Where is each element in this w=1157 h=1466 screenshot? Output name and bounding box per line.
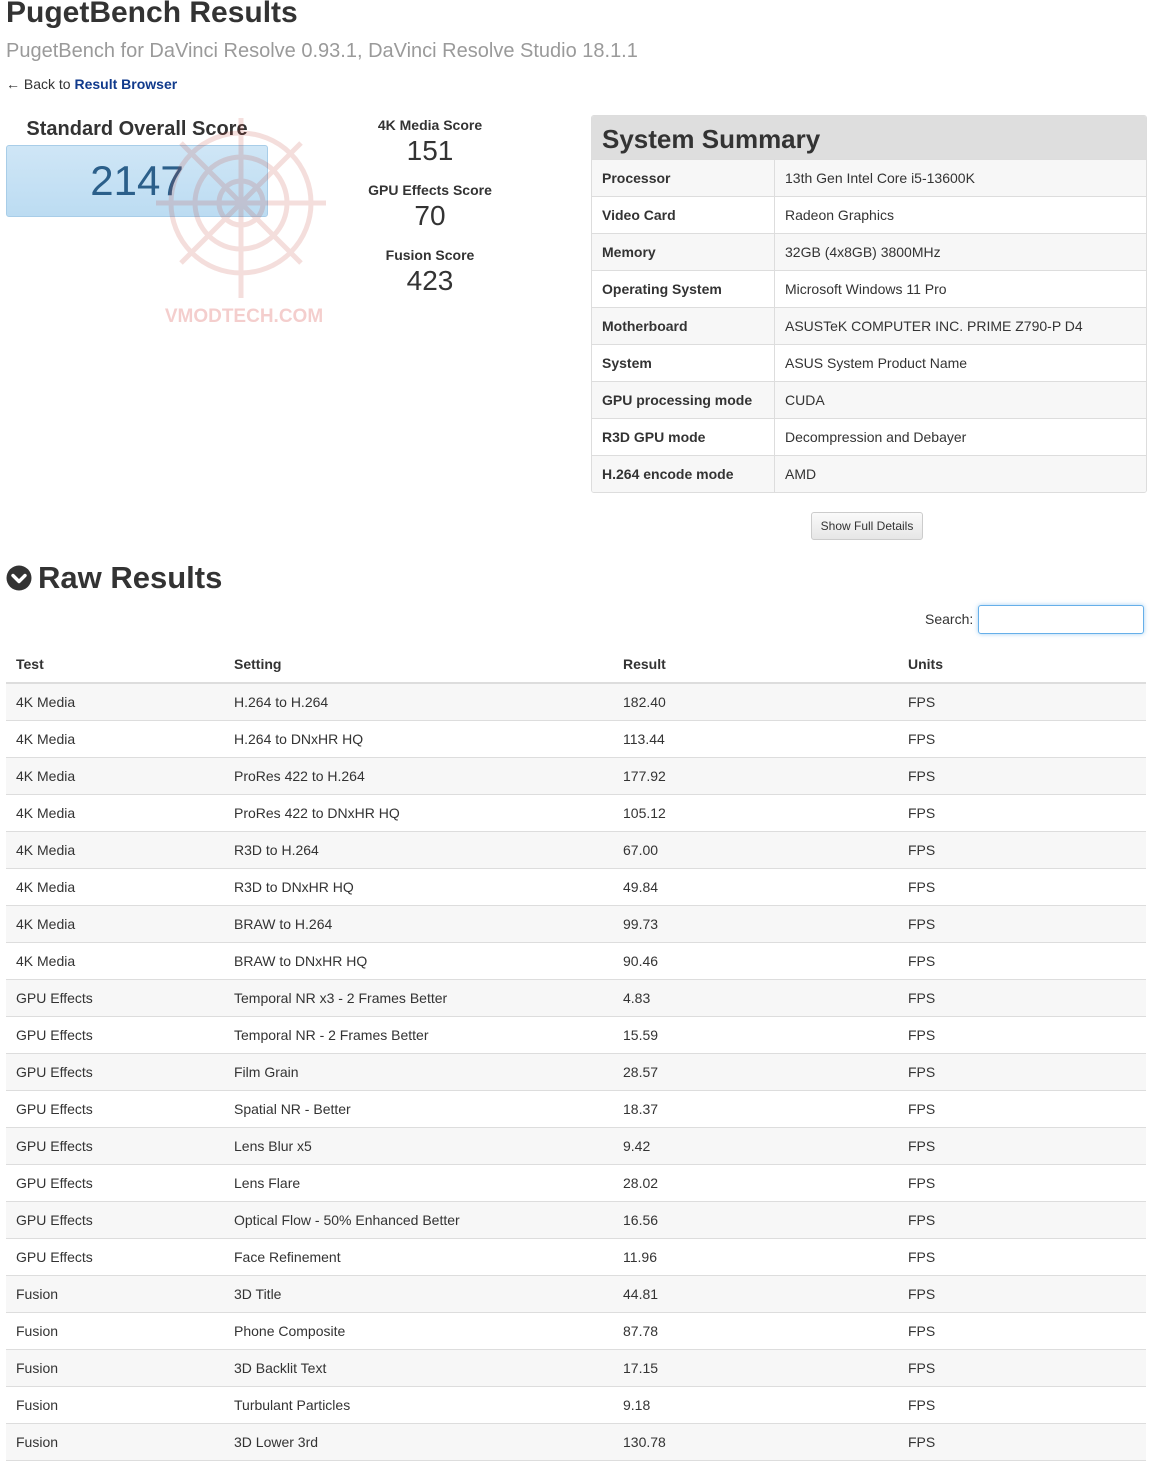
summary-key: GPU processing mode <box>592 382 775 419</box>
table-row <box>6 758 1146 795</box>
cell-result: 182.40 <box>613 683 898 721</box>
table-row <box>6 1350 1146 1387</box>
cell-units: FPS <box>898 1165 1146 1202</box>
summary-value: Decompression and Debayer <box>775 419 1147 456</box>
cell-setting: H.264 to H.264 <box>224 683 613 721</box>
cell-setting: R3D to DNxHR HQ <box>224 869 613 906</box>
cell-setting: Face Refinement <box>224 1239 613 1276</box>
show-full-details-button[interactable]: Show Full Details <box>811 512 923 540</box>
summary-key: Video Card <box>592 197 775 234</box>
cell-units: FPS <box>898 1387 1146 1424</box>
table-row <box>6 943 1146 980</box>
summary-value: ASUS System Product Name <box>775 345 1147 382</box>
table-row <box>6 683 1146 721</box>
summary-row <box>592 382 1146 419</box>
cell-setting: 3D Lower 3rd <box>224 1424 613 1461</box>
cell-units: FPS <box>898 1202 1146 1239</box>
summary-value: 32GB (4x8GB) 3800MHz <box>775 234 1147 271</box>
summary-value: Microsoft Windows 11 Pro <box>775 271 1147 308</box>
summary-row <box>592 234 1146 271</box>
watermark-logo <box>146 108 346 328</box>
summary-row <box>592 345 1146 382</box>
cell-units: FPS <box>898 906 1146 943</box>
cell-result: 105.12 <box>613 795 898 832</box>
table-row <box>6 1239 1146 1276</box>
cell-result: 99.73 <box>613 906 898 943</box>
cell-result: 28.57 <box>613 1054 898 1091</box>
table-row <box>6 1128 1146 1165</box>
fusion-score-label: Fusion Score <box>385 247 475 263</box>
cell-result: 9.42 <box>613 1128 898 1165</box>
table-row <box>6 1091 1146 1128</box>
cell-test: 4K Media <box>6 906 224 943</box>
table-row <box>6 832 1146 869</box>
table-row <box>6 1202 1146 1239</box>
table-row <box>6 795 1146 832</box>
cell-result: 87.78 <box>613 1313 898 1350</box>
cell-result: 4.83 <box>613 980 898 1017</box>
summary-row <box>592 271 1146 308</box>
summary-row <box>592 308 1146 345</box>
cell-setting: H.264 to DNxHR HQ <box>224 721 613 758</box>
cell-test: 4K Media <box>6 795 224 832</box>
cell-setting: Turbulant Particles <box>224 1387 613 1424</box>
table-row <box>6 1387 1146 1424</box>
summary-row <box>592 419 1146 456</box>
fusion-score <box>360 247 500 297</box>
cell-setting: BRAW to H.264 <box>224 906 613 943</box>
table-row <box>6 721 1146 758</box>
cell-units: FPS <box>898 721 1146 758</box>
gpu-effects-score <box>360 182 500 232</box>
cell-units: FPS <box>898 943 1146 980</box>
summary-key: Operating System <box>592 271 775 308</box>
page-title: PugetBench Results <box>6 0 298 29</box>
cell-units: FPS <box>898 1350 1146 1387</box>
result-browser-link[interactable]: Result Browser <box>74 76 178 92</box>
summary-key: R3D GPU mode <box>592 419 775 456</box>
cell-units: FPS <box>898 1091 1146 1128</box>
summary-key: System <box>592 345 775 382</box>
cell-test: 4K Media <box>6 721 224 758</box>
cell-test: GPU Effects <box>6 1091 224 1128</box>
cell-result: 16.56 <box>613 1202 898 1239</box>
cell-test: Fusion <box>6 1424 224 1461</box>
cell-units: FPS <box>898 1239 1146 1276</box>
chevron-circle-down-icon <box>6 565 32 591</box>
cell-setting: Optical Flow - 50% Enhanced Better <box>224 1202 613 1239</box>
cell-test: Fusion <box>6 1387 224 1424</box>
table-row <box>6 980 1146 1017</box>
cell-units: FPS <box>898 1424 1146 1461</box>
cell-result: 11.96 <box>613 1239 898 1276</box>
cell-setting: ProRes 422 to DNxHR HQ <box>224 795 613 832</box>
summary-key: Memory <box>592 234 775 271</box>
cell-setting: Film Grain <box>224 1054 613 1091</box>
cell-result: 17.15 <box>613 1350 898 1387</box>
cell-units: FPS <box>898 758 1146 795</box>
gpu-effects-score-label: GPU Effects Score <box>368 182 492 198</box>
back-prefix: ← Back to <box>6 76 71 92</box>
cell-units: FPS <box>898 795 1146 832</box>
summary-value: CUDA <box>775 382 1147 419</box>
cell-result: 15.59 <box>613 1017 898 1054</box>
cell-setting: Lens Blur x5 <box>224 1128 613 1165</box>
cell-setting: 3D Title <box>224 1276 613 1313</box>
summary-value: ASUSTeK COMPUTER INC. PRIME Z790-P D4 <box>775 308 1147 345</box>
system-summary-panel <box>591 115 1147 493</box>
column-header-setting[interactable]: Setting <box>224 646 613 683</box>
cell-result: 90.46 <box>613 943 898 980</box>
cell-test: GPU Effects <box>6 1239 224 1276</box>
cell-units: FPS <box>898 1313 1146 1350</box>
table-row <box>6 906 1146 943</box>
cell-test: Fusion <box>6 1350 224 1387</box>
cell-result: 49.84 <box>613 869 898 906</box>
cell-test: GPU Effects <box>6 1165 224 1202</box>
table-header-row <box>6 646 1146 683</box>
page-subtitle: PugetBench for DaVinci Resolve 0.93.1, DaVinci Resolve Studio 18.1.1 <box>6 40 638 62</box>
cell-test: GPU Effects <box>6 980 224 1017</box>
cell-test: 4K Media <box>6 943 224 980</box>
summary-key: Motherboard <box>592 308 775 345</box>
cell-units: FPS <box>898 869 1146 906</box>
cell-result: 113.44 <box>613 721 898 758</box>
cell-result: 44.81 <box>613 1276 898 1313</box>
table-row <box>6 1424 1146 1461</box>
table-row <box>6 1276 1146 1313</box>
cell-test: GPU Effects <box>6 1054 224 1091</box>
overall-score-label: Standard Overall Score <box>26 118 248 140</box>
summary-row <box>592 456 1146 493</box>
cell-setting: 3D Backlit Text <box>224 1350 613 1387</box>
cell-test: Fusion <box>6 1276 224 1313</box>
cell-units: FPS <box>898 1054 1146 1091</box>
media-score-label: 4K Media Score <box>377 117 483 133</box>
cell-result: 67.00 <box>613 832 898 869</box>
cell-test: 4K Media <box>6 758 224 795</box>
cell-test: GPU Effects <box>6 1202 224 1239</box>
cell-result: 177.92 <box>613 758 898 795</box>
cell-result: 28.02 <box>613 1165 898 1202</box>
table-row <box>6 1017 1146 1054</box>
cell-test: 4K Media <box>6 869 224 906</box>
cell-setting: Phone Composite <box>224 1313 613 1350</box>
cell-setting: ProRes 422 to H.264 <box>224 758 613 795</box>
raw-results-heading[interactable] <box>6 560 222 596</box>
cell-units: FPS <box>898 1276 1146 1313</box>
media-score-value: 151 <box>406 135 454 166</box>
system-summary-table <box>592 159 1146 492</box>
search-input[interactable] <box>978 605 1144 634</box>
cell-setting: Lens Flare <box>224 1165 613 1202</box>
summary-row <box>592 197 1146 234</box>
cell-units: FPS <box>898 980 1146 1017</box>
summary-key: H.264 encode mode <box>592 456 775 493</box>
overall-score-value: 2147 <box>6 145 268 217</box>
cell-setting: Temporal NR - 2 Frames Better <box>224 1017 613 1054</box>
search-label: Search: <box>925 611 974 627</box>
column-header-units[interactable]: Units <box>898 646 1146 683</box>
cell-units: FPS <box>898 1017 1146 1054</box>
cell-units: FPS <box>898 683 1146 721</box>
column-header-test[interactable]: Test <box>6 646 224 683</box>
fusion-score-value: 423 <box>406 265 454 296</box>
table-row <box>6 1165 1146 1202</box>
summary-value: Radeon Graphics <box>775 197 1147 234</box>
table-row <box>6 869 1146 906</box>
cell-setting: Spatial NR - Better <box>224 1091 613 1128</box>
cell-units: FPS <box>898 832 1146 869</box>
summary-row <box>592 160 1146 197</box>
cell-result: 130.78 <box>613 1424 898 1461</box>
media-score <box>360 117 500 167</box>
cell-setting: BRAW to DNxHR HQ <box>224 943 613 980</box>
summary-value: AMD <box>775 456 1147 493</box>
cell-test: 4K Media <box>6 832 224 869</box>
cell-setting: R3D to H.264 <box>224 832 613 869</box>
watermark-text: VMODTECH.COM <box>164 306 324 327</box>
cell-test: GPU Effects <box>6 1017 224 1054</box>
cell-setting: Temporal NR x3 - 2 Frames Better <box>224 980 613 1017</box>
raw-results-table <box>6 646 1146 1461</box>
summary-key: Processor <box>592 160 775 197</box>
summary-value: 13th Gen Intel Core i5-13600K <box>775 160 1147 197</box>
gpu-effects-score-value: 70 <box>414 200 446 231</box>
cell-test: Fusion <box>6 1313 224 1350</box>
table-row <box>6 1054 1146 1091</box>
system-summary-title: System Summary <box>592 116 1146 159</box>
cell-result: 9.18 <box>613 1387 898 1424</box>
cell-units: FPS <box>898 1128 1146 1165</box>
cell-test: 4K Media <box>6 683 224 721</box>
back-nav <box>6 76 177 92</box>
table-row <box>6 1313 1146 1350</box>
column-header-result[interactable]: Result <box>613 646 898 683</box>
cell-test: GPU Effects <box>6 1128 224 1165</box>
cell-result: 18.37 <box>613 1091 898 1128</box>
raw-results-title: Raw Results <box>38 560 223 595</box>
